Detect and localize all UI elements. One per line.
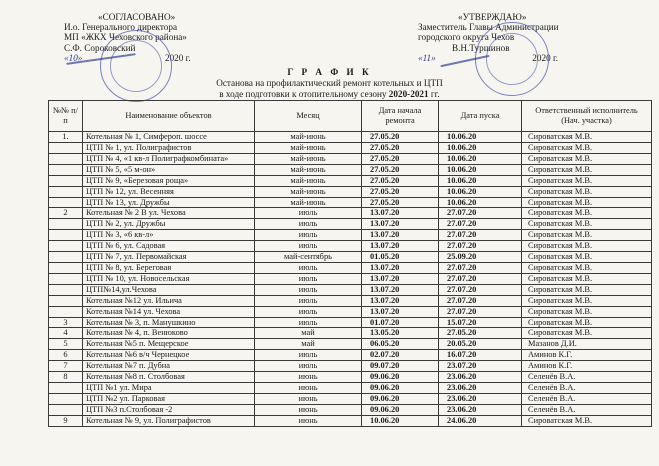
cell-start-date: 09.06.20 (362, 372, 439, 383)
cell-row-number (49, 197, 83, 208)
cell-start-date: 13.07.20 (362, 306, 439, 317)
cell-month: июнь (255, 404, 362, 415)
cell-object-name: ЦТП№14,ул.Чехова (83, 284, 255, 295)
approval-left-heading: «СОГЛАСОВАНО» (98, 12, 176, 22)
cell-month: июль (255, 219, 362, 230)
cell-object-name: ЦТП № 5, «5 м-он» (83, 164, 255, 175)
cell-launch-date: 27.05.20 (439, 328, 522, 339)
cell-month: июль (255, 317, 362, 328)
approval-left-line1: И.о. Генерального директора (64, 22, 178, 33)
table-row (49, 372, 652, 383)
cell-responsible-person: Сироватская М.В. (522, 208, 652, 219)
cell-launch-date: 16.07.20 (439, 350, 522, 361)
cell-responsible-person: Сироватская М.В. (522, 273, 652, 284)
cell-start-date: 13.05.20 (362, 328, 439, 339)
cell-row-number: 9 (49, 415, 83, 426)
cell-month: июль (255, 230, 362, 241)
cell-object-name: ЦТП № 3, «6 кв-л» (83, 230, 255, 241)
cell-row-number (49, 393, 83, 404)
cell-object-name: Котельная № 2 В ул. Чехова (83, 208, 255, 219)
cell-launch-date: 27.07.20 (439, 241, 522, 252)
cell-start-date: 06.05.20 (362, 339, 439, 350)
cell-month: май (255, 339, 362, 350)
cell-month: май-июнь (255, 142, 362, 153)
table-row (49, 273, 652, 284)
cell-responsible-person: Селенёв В.А. (522, 382, 652, 393)
cell-month: май-июнь (255, 197, 362, 208)
cell-month: июль (255, 208, 362, 219)
cell-responsible-person: Сироватская М.В. (522, 241, 652, 252)
cell-launch-date: 25.09.20 (439, 252, 522, 263)
cell-launch-date: 27.07.20 (439, 284, 522, 295)
cell-month: июль (255, 350, 362, 361)
approval-left-line2: МП «ЖКХ Чеховского района» (64, 32, 187, 43)
cell-launch-date: 27.07.20 (439, 306, 522, 317)
cell-responsible-person: Сироватская М.В. (522, 164, 652, 175)
table-row (49, 361, 652, 372)
cell-start-date: 13.07.20 (362, 262, 439, 273)
cell-start-date: 13.07.20 (362, 295, 439, 306)
cell-object-name: Котельная №5 п. Мещерское (83, 339, 255, 350)
cell-start-date: 13.07.20 (362, 230, 439, 241)
table-row (49, 219, 652, 230)
approval-right-heading: «УТВЕРЖДАЮ» (458, 12, 527, 22)
table-body (49, 132, 652, 427)
approval-right-line2: городского округа Чехов (418, 32, 515, 43)
cell-row-number: 7 (49, 361, 83, 372)
table-row (49, 350, 652, 361)
cell-responsible-person: Сироватская М.В. (522, 252, 652, 263)
cell-object-name: Котельная № 4, п. Венюково (83, 328, 255, 339)
cell-month: июль (255, 241, 362, 252)
table-row (49, 175, 652, 186)
cell-start-date: 27.05.20 (362, 175, 439, 186)
cell-month: июнь (255, 382, 362, 393)
cell-row-number: 4 (49, 328, 83, 339)
cell-responsible-person: Сироватская М.В. (522, 295, 652, 306)
cell-object-name: Котельная №7 п. Дубна (83, 361, 255, 372)
cell-row-number (49, 284, 83, 295)
cell-start-date: 09.06.20 (362, 393, 439, 404)
cell-launch-date: 20.05.20 (439, 339, 522, 350)
cell-month: май-сентябрь (255, 252, 362, 263)
table-row (49, 339, 652, 350)
table-row (49, 306, 652, 317)
cell-row-number (49, 219, 83, 230)
column-header-month: Месяц (255, 101, 362, 132)
cell-launch-date: 10.06.20 (439, 175, 522, 186)
cell-object-name: ЦТП № 1, ул. Полиграфистов (83, 142, 255, 153)
cell-responsible-person: Мазанов Д.И. (522, 339, 652, 350)
cell-row-number (49, 175, 83, 186)
cell-object-name: Котельная №6 в/ч Чернецкое (83, 350, 255, 361)
table-row (49, 382, 652, 393)
cell-launch-date: 23.06.20 (439, 393, 522, 404)
cell-responsible-person: Сироватская М.В. (522, 132, 652, 143)
table-row (49, 262, 652, 273)
table-header-row (49, 101, 652, 132)
cell-row-number (49, 153, 83, 164)
cell-month: июнь (255, 415, 362, 426)
cell-object-name: ЦТП № 7, ул. Первомайская (83, 252, 255, 263)
cell-launch-date: 23.06.20 (439, 382, 522, 393)
cell-object-name: ЦТП № 12, ул. Весенняя (83, 186, 255, 197)
cell-launch-date: 27.07.20 (439, 230, 522, 241)
table-row (49, 186, 652, 197)
cell-row-number (49, 295, 83, 306)
cell-row-number: 8 (49, 372, 83, 383)
table-row (49, 328, 652, 339)
cell-responsible-person: Сироватская М.В. (522, 230, 652, 241)
cell-row-number (49, 404, 83, 415)
cell-start-date: 27.05.20 (362, 142, 439, 153)
cell-row-number (49, 142, 83, 153)
cell-row-number: 1. (49, 132, 83, 143)
cell-row-number (49, 262, 83, 273)
cell-object-name: ЦТП № 6, ул. Садовая (83, 241, 255, 252)
table-row (49, 317, 652, 328)
cell-start-date: 01.07.20 (362, 317, 439, 328)
cell-launch-date: 10.06.20 (439, 142, 522, 153)
cell-object-name: Котельная № 1, Симфероп. шоссе (83, 132, 255, 143)
column-header-number: №№ п/п (49, 101, 83, 132)
table-row (49, 284, 652, 295)
cell-responsible-person: Сироватская М.В. (522, 197, 652, 208)
cell-start-date: 09.06.20 (362, 382, 439, 393)
cell-launch-date: 10.06.20 (439, 197, 522, 208)
cell-month: июнь (255, 393, 362, 404)
cell-launch-date: 10.06.20 (439, 186, 522, 197)
repair-schedule-table (48, 100, 652, 427)
cell-object-name: ЦТП №1 ул. Мира (83, 382, 255, 393)
document-subtitle-season: в ходе подготовки к отопительному сезону 2020-2021 гг. (219, 89, 440, 99)
cell-month: май (255, 328, 362, 339)
cell-start-date: 27.05.20 (362, 197, 439, 208)
cell-launch-date: 10.06.20 (439, 153, 522, 164)
approval-right-line1: Заместитель Главы Администрации (418, 22, 559, 33)
table-row (49, 164, 652, 175)
cell-responsible-person: Сироватская М.В. (522, 306, 652, 317)
cell-object-name: ЦТП №2 ул. Парковая (83, 393, 255, 404)
cell-start-date: 10.06.20 (362, 415, 439, 426)
table-row (49, 230, 652, 241)
cell-start-date: 27.05.20 (362, 132, 439, 143)
approval-left-date-day: «10» (64, 52, 83, 63)
cell-responsible-person: Селенёв В.А. (522, 393, 652, 404)
cell-launch-date: 27.07.20 (439, 208, 522, 219)
table-row (49, 142, 652, 153)
cell-row-number (49, 241, 83, 252)
cell-start-date: 09.07.20 (362, 361, 439, 372)
cell-month: июль (255, 262, 362, 273)
cell-month: май-июнь (255, 153, 362, 164)
cell-launch-date: 27.07.20 (439, 295, 522, 306)
cell-month: май-июнь (255, 132, 362, 143)
cell-object-name: ЦТП № 2, ул. Дружбы (83, 219, 255, 230)
cell-launch-date: 24.06.20 (439, 415, 522, 426)
cell-start-date: 27.05.20 (362, 164, 439, 175)
table-row (49, 153, 652, 164)
cell-start-date: 01.05.20 (362, 252, 439, 263)
cell-launch-date: 23.06.20 (439, 372, 522, 383)
cell-responsible-person: Сироватская М.В. (522, 142, 652, 153)
cell-row-number (49, 186, 83, 197)
approval-right-date-day: «11» (418, 52, 436, 63)
approval-left-line3: С.Ф. Сороковский (64, 42, 136, 53)
cell-responsible-person: Сироватская М.В. (522, 262, 652, 273)
table-row (49, 404, 652, 415)
cell-responsible-person: Селенёв В.А. (522, 372, 652, 383)
cell-start-date: 13.07.20 (362, 284, 439, 295)
cell-row-number: 3 (49, 317, 83, 328)
cell-month: июль (255, 306, 362, 317)
table-row (49, 295, 652, 306)
cell-month: май-июнь (255, 186, 362, 197)
cell-start-date: 13.07.20 (362, 273, 439, 284)
table-row (49, 241, 652, 252)
table-row (49, 132, 652, 143)
cell-month: май-июнь (255, 164, 362, 175)
cell-responsible-person: Сироватская М.В. (522, 153, 652, 164)
cell-start-date: 13.07.20 (362, 219, 439, 230)
cell-launch-date: 10.06.20 (439, 132, 522, 143)
cell-object-name: Котельная №8 п. Столбовая (83, 372, 255, 383)
cell-month: июнь (255, 372, 362, 383)
cell-row-number: 5 (49, 339, 83, 350)
cell-month: июль (255, 295, 362, 306)
cell-launch-date: 27.07.20 (439, 273, 522, 284)
cell-object-name: ЦТП № 8, ул. Береговая (83, 262, 255, 273)
cell-object-name: Котельная № 9, ул. Полиграфистов (83, 415, 255, 426)
cell-start-date: 27.05.20 (362, 186, 439, 197)
table-row (49, 252, 652, 263)
cell-month: июль (255, 361, 362, 372)
cell-start-date: 02.07.20 (362, 350, 439, 361)
cell-row-number (49, 252, 83, 263)
cell-row-number (49, 306, 83, 317)
column-header-object: Наименование объектов (83, 101, 255, 132)
cell-month: июль (255, 284, 362, 295)
cell-responsible-person: Аминов К.Г. (522, 361, 652, 372)
season-years: 2020-2021 (388, 89, 429, 99)
cell-start-date: 27.05.20 (362, 153, 439, 164)
cell-responsible-person: Сироватская М.В. (522, 317, 652, 328)
cell-object-name: ЦТП № 4, «1 кв-л Полиграфкомбината» (83, 153, 255, 164)
document-subtitle: Останова на профилактический ремонт котельных и ЦТП (216, 78, 443, 88)
cell-responsible-person: Сироватская М.В. (522, 284, 652, 295)
cell-launch-date: 15.07.20 (439, 317, 522, 328)
cell-launch-date: 27.07.20 (439, 262, 522, 273)
cell-object-name: ЦТП № 9, «Березовая роща» (83, 175, 255, 186)
approval-right-line3: В.Н.Туршинов (452, 42, 510, 53)
cell-responsible-person: Сироватская М.В. (522, 219, 652, 230)
table-row (49, 197, 652, 208)
table-row (49, 208, 652, 219)
document-title: Г Р А Ф И К (287, 67, 372, 77)
cell-row-number (49, 382, 83, 393)
cell-row-number: 2 (49, 208, 83, 219)
cell-month: май-июнь (255, 175, 362, 186)
cell-object-name: ЦТП № 13, ул. Дружбы (83, 197, 255, 208)
cell-responsible-person: Сироватская М.В. (522, 415, 652, 426)
cell-object-name: ЦТП №3 п.Столбовая -2 (83, 404, 255, 415)
cell-start-date: 13.07.20 (362, 241, 439, 252)
cell-responsible-person: Сироватская М.В. (522, 175, 652, 186)
cell-month: июль (255, 273, 362, 284)
cell-object-name: ЦТП № 10, ул. Новосельская (83, 273, 255, 284)
cell-launch-date: 23.07.20 (439, 361, 522, 372)
column-header-launch-date: Дата пуска (439, 101, 522, 132)
cell-responsible-person: Сироватская М.В. (522, 328, 652, 339)
cell-start-date: 09.06.20 (362, 404, 439, 415)
column-header-start-date: Дата начала ремонта (362, 101, 439, 132)
cell-launch-date: 27.07.20 (439, 219, 522, 230)
cell-responsible-person: Селенёв В.А. (522, 404, 652, 415)
cell-launch-date: 23.06.20 (439, 404, 522, 415)
cell-object-name: Котельная №14 ул. Чехова (83, 306, 255, 317)
cell-object-name: Котельная № 3, п. Манушкино (83, 317, 255, 328)
table-row (49, 393, 652, 404)
table-row (49, 415, 652, 426)
column-header-responsible: Ответственный исполнитель (Нач. участка) (522, 101, 652, 132)
cell-row-number (49, 230, 83, 241)
cell-launch-date: 10.06.20 (439, 164, 522, 175)
cell-object-name: Котельная №12 ул. Ильича (83, 295, 255, 306)
cell-responsible-person: Сироватская М.В. (522, 186, 652, 197)
cell-responsible-person: Аминов К.Г. (522, 350, 652, 361)
approval-left-date-year: 2020 г. (164, 52, 191, 63)
cell-row-number (49, 273, 83, 284)
cell-start-date: 13.07.20 (362, 208, 439, 219)
cell-row-number (49, 164, 83, 175)
cell-row-number: 6 (49, 350, 83, 361)
approval-right-date-year: 2020 г. (532, 52, 558, 63)
